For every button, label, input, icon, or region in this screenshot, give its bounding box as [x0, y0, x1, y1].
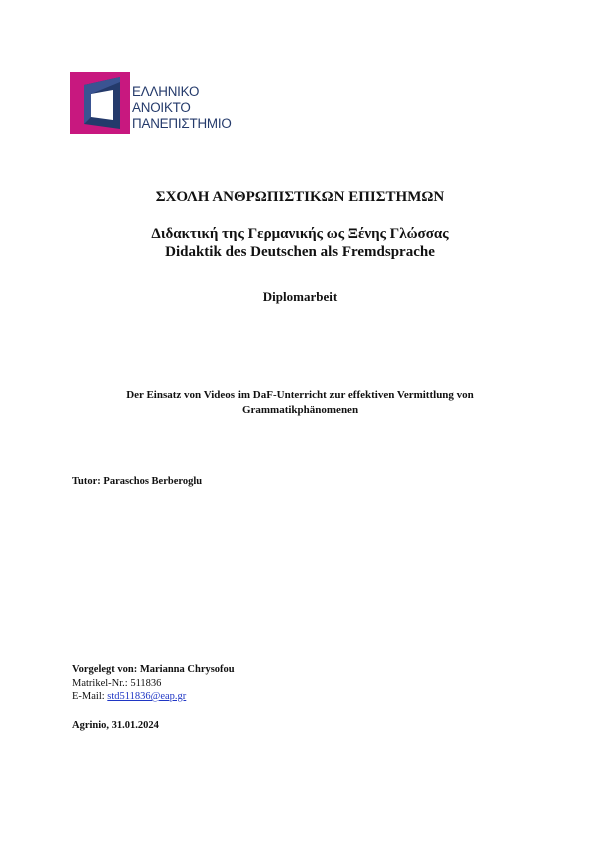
- course-name: [0, 225, 600, 261]
- university-logo-mark: [70, 72, 130, 134]
- university-logo: [70, 72, 240, 134]
- school-name: ΣΧΟΛΗ ΑΝΘΡΩΠΙΣΤΙΚΩΝ ΕΠΙΣΤΗΜΩΝ: [155, 189, 445, 205]
- email-label: E-Mail:: [72, 691, 108, 702]
- matrikel-number: Matrikel-Nr.: 511836: [72, 677, 162, 689]
- thesis-title-line-2: Grammatikphänomenen: [241, 404, 359, 416]
- thesis-type: Diplomarbeit: [262, 289, 338, 304]
- logo-line-3: ΠΑΝΕΠΙΣΤΗΜΙΟ: [132, 116, 232, 131]
- place-date: Agrinio, 31.01.2024: [72, 720, 159, 731]
- author-block: [72, 663, 235, 704]
- logo-line-2: ΑΝΟΙΚΤΟ: [132, 100, 191, 115]
- logo-line-1: ΕΛΛΗΝΙΚΟ: [132, 84, 200, 99]
- email-link[interactable]: std511836@eap.gr: [107, 691, 187, 702]
- email-line: [72, 690, 235, 704]
- course-name-greek: Διδακτική της Γερμανικής ως Ξένης Γλώσσας: [151, 226, 449, 242]
- tutor-line: Tutor: Paraschos Berberoglu: [72, 476, 203, 487]
- course-name-german: Didaktik des Deutschen als Fremdsprache: [165, 244, 435, 260]
- submitted-by: Vorgelegt von: Marianna Chrysofou: [72, 664, 235, 675]
- thesis-title: [0, 388, 600, 418]
- thesis-title-line-1: Der Einsatz von Videos im DaF-Unterricht zur effektiven Vermittlung von: [126, 389, 474, 401]
- university-logo-text: [132, 84, 232, 132]
